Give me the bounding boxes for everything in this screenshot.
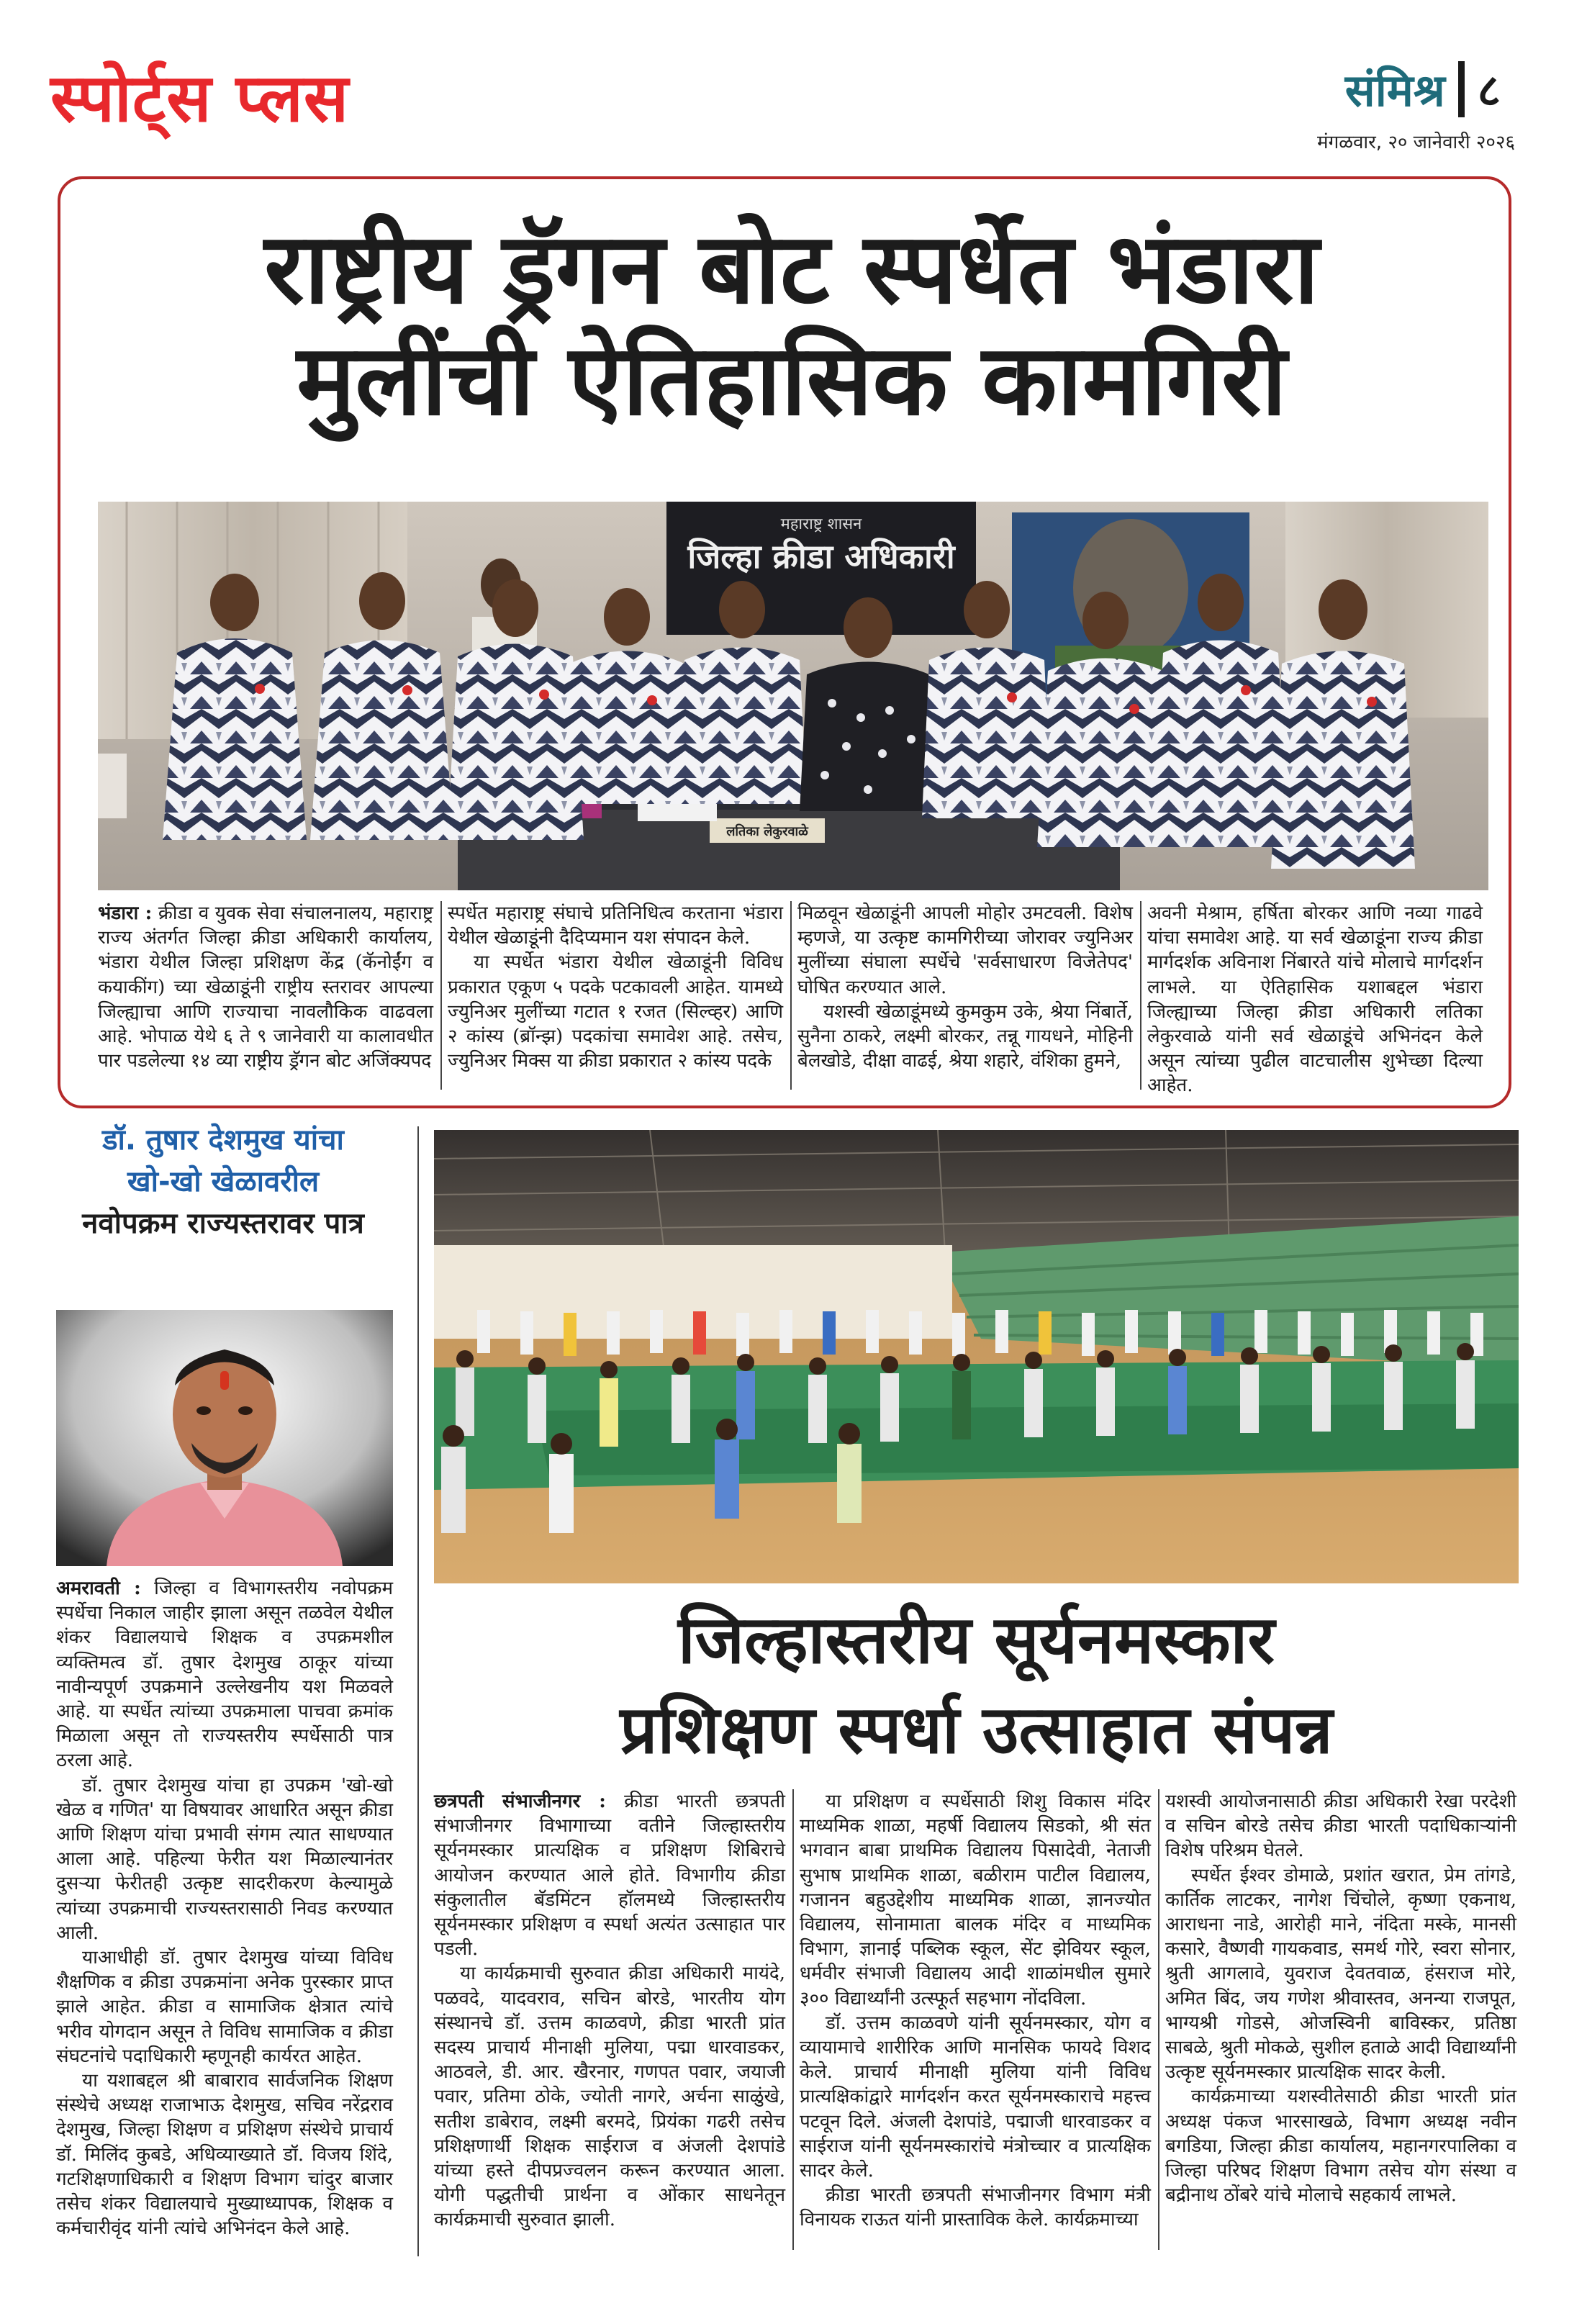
- story1-col1-text: क्रीडा व युवक सेवा संचालनालय, महाराष्ट्र राज्य अंतर्गत जिल्हा क्रीडा अधिकारी कार्यालय, भंडारा येथील जिल्हा प्रशिक्षण केंद्र (कॅनोईंग व कयाकींग) च्या खेळाडूंनी राष्ट्रीय स्तरावर आपल्या जिल्ह्याचा आणि राज्याचा नावलौकिक वाढवला आहे. भोपाळ येथे ६ ते ९ जानेवारी या कालावधीत पार पडलेल्या १४ व्या राष्ट्रीय ड्रॅगन बोट अजिंक्यपद: [98, 903, 433, 1072]
- issue-date: मंगळवार, २० जानेवारी २०२६: [1317, 132, 1515, 153]
- story1-col2-para1: स्पर्धेत महाराष्ट्र संघाचे प्रतिनिधित्व करताना भंडारा येथील खेळाडूंनी दैदिप्यमान यश संपादन केले.: [448, 903, 783, 949]
- nameplate: लतिका लेकुरवाळे: [726, 824, 808, 839]
- story2-body: [56, 1576, 393, 2241]
- story3-col3-para2: स्पर्धेत ईश्वर डोमाळे, प्रशांत खरात, प्रेम तांगडे, कार्तिक लाटकर, नागेश चिंचोले, कृष्णा एकनाथ, आराधना नाडे, आरोही माने, नंदिता मस्के, मानसी कसारे, वैष्णवी गायकवाड, समर्थ गोरे, स्वरा सोनार, श्रुती आगलावे, युवराज देवतवाळ, हंसराज मोरे, अमित बिंद, जय गणेश श्रीवास्तव, अनन्या राजपूत, भाग्यश्री गोडसे, ओजस्विनी बाविस्कर, प्रतिष्ठा साबळे, श्रुती मोकळे, सुशील हताळे आदी विद्यार्थ्यांनी उत्कृष्ट सूर्यनमस्कार प्रात्यक्षिक सादर केली.: [1165, 1864, 1516, 2084]
- story2-headline: [43, 1119, 403, 1244]
- story2-para3: याआधीही डॉ. तुषार देशमुख यांच्या विविध शैक्षणिक व क्रीडा उपक्रमांना अनेक पुरस्कार प्राप्त झाले आहेत. क्रीडा व सामाजिक क्षेत्रात त्यांचे भरीव योगदान असून ते विविध सामाजिक व क्रीडा संघटनांचे पदाधिकारी म्हणूनही कार्यरत आहेत.: [56, 1947, 393, 2067]
- story3-col2-para1: या प्रशिक्षण व स्पर्धेसाठी शिशु विकास मंदिर माध्यमिक शाळा, महर्षी विद्यालय सिडको, श्री संत भगवान बाबा प्राथमिक विद्यालय पिसादेवी, नेताजी सुभाष प्राथमिक शाळा, बळीराम पाटील विद्यालय, गजानन बहुउद्देशीय माध्यमिक शाळा, ज्ञानज्योत विद्यालय, सोनामाता बालक मंदिर व माध्यमिक विभाग, ज्ञानाई पब्लिक स्कूल, सेंट झेवियर स्कूल, धर्मवीर संभाजी विद्यालय आदी शाळांमधील सुमारे ३०० विद्यार्थ्यांनी उत्स्फूर्त सहभाग नोंदविला.: [800, 1791, 1151, 2009]
- story1-headline-line1: राष्ट्रीय ड्रॅगन बोट स्पर्धेत भंडारा: [264, 212, 1319, 326]
- story2-headline-line2: खो-खो खेळावरील: [127, 1165, 320, 1198]
- portrait-photo: [56, 1310, 393, 1566]
- story3-headline-line1: जिल्हास्तरीय सूर्यनमस्कार: [677, 1601, 1275, 1678]
- story2-dateline: अमरावती :: [56, 1578, 141, 1599]
- story1-col4-text: अवनी मेश्राम, हर्षिता बोरकर आणि नव्या गाढवे यांचा समावेश आहे. या सर्व खेळाडूंना राज्य क्रीडा मार्गदर्शक अविनाश निंबारते यांचे मोलाचे मार्गदर्शन लाभले. या ऐतिहासिक यशाबद्दल भंडारा जिल्ह्याच्या जिल्हा क्रीडा अधिकारी लतिका लेकुरवाळे यांनी सर्व खेळाडूंचे अभिनंदन केले असून त्यांच्या पुढील वाटचालीस शुभेच्छा दिल्या आहेत.: [1147, 903, 1483, 1097]
- story1-headline-line2: मुलींची ऐतिहासिक कामगिरी: [297, 324, 1287, 438]
- story3-col3-para3: कार्यक्रमाच्या यशस्वीतेसाठी क्रीडा भारती प्रांत अध्यक्ष पंकज भारसाखळे, विभाग अध्यक्ष नवीन बगडिया, जिल्हा क्रीडा कार्यालय, महानगरपालिका व जिल्हा परिषद शिक्षण विभाग तसेच योग संस्था व बद्रीनाथ ठोंबरे यांचे मोलाचे सहकार्य लाभले.: [1165, 2086, 1516, 2207]
- team-photo: [98, 502, 1488, 890]
- page-divider: [1458, 61, 1465, 117]
- column-rule: [1140, 901, 1141, 1090]
- story2-headline-line1: डॉ. तुषार देशमुख यांचा: [102, 1123, 344, 1157]
- story3-col2-para2: डॉ. उत्तम काळवणे यांनी सूर्यनमस्कार, योग व व्यायामाचे शारीरिक आणि मानसिक फायदे विशद केले. प्राचार्य मीनाक्षी मुलिया यांनी विविध प्रात्यक्षिकांद्वारे मार्गदर्शन करत सूर्यनमस्काराचे महत्त्व पटवून दिले. अंजली देशपांडे, पद्माजी धारवाडकर व साईराज यांनी सूर्यनमस्कारांचे मंत्रोच्चार व प्रात्यक्षिक सादर केले.: [800, 2012, 1151, 2182]
- story1-dateline: भंडारा :: [98, 903, 153, 924]
- column-rule: [790, 901, 792, 1090]
- page-label: [1345, 59, 1501, 122]
- story3-dateline: छत्रपती संभाजीनगर :: [434, 1791, 606, 1812]
- story2-para1: जिल्हा व विभागस्तरीय नवोपक्रम स्पर्धेचा निकाल जाहीर झाला असून तळवेल येथील शंकर विद्यालयाचे शिक्षक व उपक्रमशील व्यक्तिमत्व डॉ. तुषार देशमुख ठाकूर यांच्या नावीन्यपूर्ण उपक्रमाने उल्लेखनीय यश मिळवले आहे. या स्पर्धेत त्यांच्या उपक्रमाला पाचवा क्रमांक मिळाला असून तो राज्यस्तरीय स्पर्धेसाठी पात्र ठरला आहे.: [56, 1578, 393, 1772]
- story3-column-3: [1165, 1789, 1516, 2207]
- story3-col2-para3: क्रीडा भारती छत्रपती संभाजीनगर विभाग मंत्री विनायक राऊत यांनी प्रास्ताविक केले. कार्यक्रमाच्या: [800, 2184, 1151, 2231]
- column-rule: [1158, 1789, 1159, 2250]
- story3-col1-para2: या कार्यक्रमाची सुरुवात क्रीडा अधिकारी मायंदे, पळवदे, यादवराव, सचिन बोरडे, भारतीय योग संस्थानचे डॉ. उत्तम काळवणे, क्रीडा भारती प्रांत सदस्य प्राचार्य मीनाक्षी मुलिया, पद्मा धारवाडकर, आठवले, डी. आर. खैरनार, गणपत पवार, जयाजी पवार, प्रतिमा ठोके, ज्योती नागरे, अर्चना साळुंखे, सतीश डाबेराव, लक्ष्मी बरमदे, प्रियंका गढरी तसेच प्रशिक्षणार्थी शिक्षक साईराज व अंजली देशपांडे यांच्या हस्ते दीपप्रज्वलन करून करण्यात आला. योगी पद्धतीची प्रार्थना व ओंकार साधनेतून कार्यक्रमाची सुरुवात झाली.: [434, 1963, 785, 2231]
- yoga-event-photo: [434, 1130, 1519, 1583]
- story3-col1-para1: क्रीडा भारती छत्रपती संभाजीनगर विभागाच्या वतीने जिल्हास्तरीय सूर्यनमस्कार प्रात्यक्षिक व प्रशिक्षण शिबिराचे आयोजन करण्यात आले होते. विभागीय क्रीडा संकुलातील बॅडमिंटन हॉलमध्ये जिल्हास्तरीय सूर्यनमस्कार प्रशिक्षण व स्पर्धा अत्यंत उत्साहात पार पडली.: [434, 1791, 786, 1961]
- story1-col2-para2: या स्पर्धेत भंडारा येथील खेळाडूंनी विविध प्रकारात एकूण ५ पदके पटकावली आहेत. यामध्ये ज्युनिअर मुलींच्या गटात १ रजत (सिल्व्हर) आणि २ कांस्य (ब्रॉन्झ) पदकांचा समावेश आहे. तसेच, ज्युनिअर मिक्स या क्रीडा प्रकारात २ कांस्य पदके: [448, 951, 783, 1072]
- story3-headline-line2: प्रशिक्षण स्पर्धा उत्साहात संपन्न: [620, 1691, 1333, 1768]
- story1-column-1: [98, 901, 433, 1073]
- story1-col3-para2: यशस्वी खेळाडूंमध्ये कुमकुम उके, श्रेया निंबार्ते, सुनैना ठाकरे, लक्ष्मी बोरकर, तन्नू गायधने, मोहिनी बेलखोडे, दीक्षा वाढई, श्रेया शहारे, वंशिका हुमने,: [797, 1000, 1133, 1072]
- story3-column-1: [434, 1789, 785, 2233]
- board-title: जिल्हा क्रीडा अधिकारी: [687, 537, 955, 576]
- story2-para4: या यशाबद्दल श्री बाबाराव सार्वजनिक शिक्षण संस्थेचे अध्यक्ष राजाभाऊ देशमुख, सचिव नरेंद्रराव देशमुख, जिल्हा शिक्षण व प्रशिक्षण संस्थेचे प्राचार्य डॉ. मिलिंद कुबडे, अधिव्याख्याते डॉ. विजय शिंदे, गटशिक्षणाधिकारी व शिक्षण विभाग चांदुर बाजार तसेच शंकर विद्यालयाचे मुख्याध्यापक, शिक्षक व कर्मचारीवृंद यांनी त्यांचे अभिनंदन केले आहे.: [56, 2070, 393, 2240]
- story1-column-2: [448, 901, 783, 1073]
- story2-para2: डॉ. तुषार देशमुख यांचा हा उपक्रम 'खो-खो खेळ व गणित' या विषयावर आधारित असून क्रीडा आणि शिक्षण यांचा प्रभावी संगम त्यात साधण्यात आला आहे. पहिल्या फेरीत यश मिळाल्यानंतर दुसऱ्या फेरीतही उत्कृष्ट सादरीकरण केल्यामुळे त्यांच्या उपक्रमाची राज्यस्तरासाठी निवड करण्यात आली.: [56, 1774, 393, 1944]
- column-rule: [417, 1126, 419, 2256]
- page-number: ८: [1477, 64, 1501, 117]
- story1-col3-para1: मिळवून खेळाडूंनी आपली मोहोर उमटवली. विशेष म्हणजे, या उत्कृष्ट कामगिरीच्या जोरावर ज्युनिअर मुलींच्या संघाला स्पर्धेचे 'सर्वसाधारण विजेतेपद' घोषित करण्यात आले.: [797, 903, 1133, 998]
- board-caption: महाराष्ट्र शासन: [780, 515, 862, 533]
- story2-headline-line3: नवोपक्रम राज्यस्तरावर पात्र: [82, 1207, 364, 1240]
- section-title: स्पोर्ट्स प्लस: [50, 60, 350, 137]
- column-rule: [440, 901, 442, 1090]
- story3-col3-para1: यशस्वी आयोजनासाठी क्रीडा अधिकारी रेखा परदेशी व सचिन बोरडे तसेच क्रीडा भारती पदाधिकाऱ्यांनी विशेष परिश्रम घेतले.: [1165, 1791, 1516, 1862]
- page-section: संमिश्र: [1344, 64, 1445, 117]
- column-rule: [792, 1789, 794, 2250]
- story1-column-4: [1147, 901, 1483, 1098]
- story3-column-2: [800, 1789, 1151, 2233]
- story1-column-3: [797, 901, 1133, 1073]
